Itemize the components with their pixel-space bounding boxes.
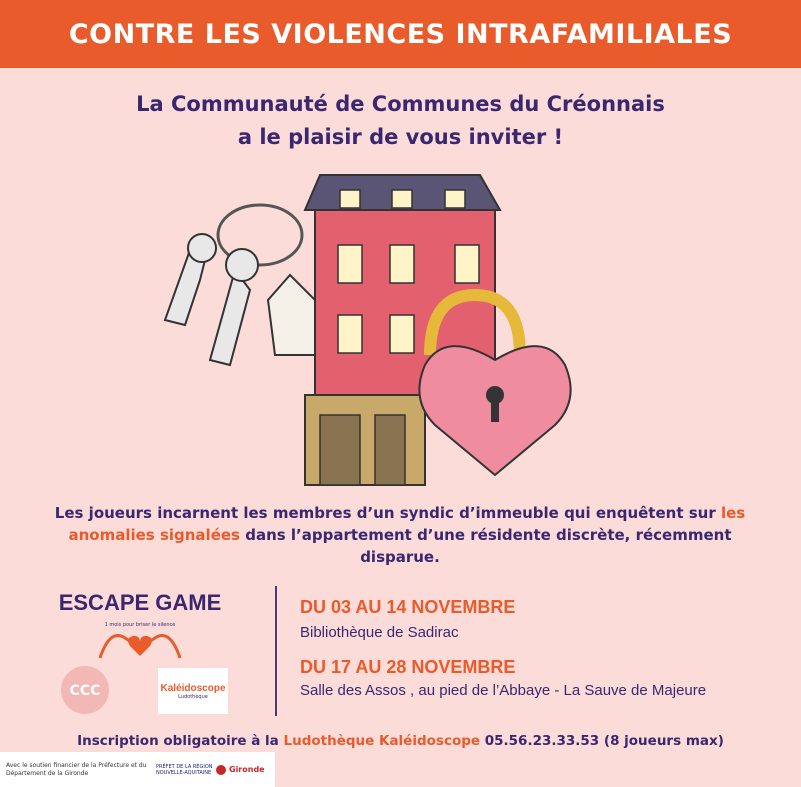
inscription-text-2: 05.56.23.33.53 (8 joueurs max)	[480, 733, 724, 749]
inscription-highlight: Ludothèque Kaléidoscope	[283, 733, 481, 749]
description-text-2: dans l’appartement d’une résidente discrète, récemment disparue.	[239, 526, 732, 566]
event-2-dates: DU 17 AU 28 NOVEMBRE	[300, 657, 516, 677]
house-keys-heart-illustration	[130, 160, 610, 490]
hands-heart-logo	[95, 618, 185, 666]
kaleidoscope-name: Kaléidoscope	[160, 682, 226, 694]
invitation-subtitle	[0, 88, 801, 154]
description-highlight: les anomalies signalées	[68, 504, 746, 544]
header-banner	[0, 0, 801, 68]
escape-game-title: ESCAPE GAME	[58, 590, 222, 615]
event-1-place: Bibliothèque de Sadirac	[300, 624, 459, 641]
game-description	[30, 502, 770, 568]
event-2-place: Salle des Assos , au pied de l’Abbaye - La Sauve de Majeure	[300, 682, 707, 699]
event-1-dates: DU 03 AU 14 NOVEMBRE	[300, 597, 516, 617]
kaleidoscope-logo	[158, 668, 228, 714]
section-divider	[275, 586, 277, 716]
inscription-text-1: Inscription obligatoire à la	[77, 733, 284, 749]
subtitle-line-2: a le plaisir de vous inviter !	[237, 125, 564, 149]
svg-text:CCC: CCC	[69, 683, 101, 699]
inscription-info	[0, 733, 801, 749]
ccc-logo	[60, 665, 110, 715]
gironde-logo	[216, 765, 265, 775]
gironde-text: Gironde	[229, 765, 265, 774]
kaleidoscope-sub: Ludothèque	[178, 693, 208, 700]
hands-logo-text: 1 mois pour briser le silence	[104, 622, 176, 628]
subtitle-line-1: La Communauté de Communes du Créonnais	[136, 92, 665, 116]
gironde-icon	[216, 765, 226, 775]
prefect-logo: PRÉFET DE LA RÉGION NOUVELLE-AQUITAINE	[156, 763, 213, 776]
funding-text: Avec le soutien financier de la Préfecture et du Département de la Gironde	[6, 761, 147, 777]
footer-partners	[0, 752, 275, 787]
description-text-1: Les joueurs incarnent les membres d’un syndic d’immeuble qui enquêtent sur	[54, 504, 721, 522]
banner-title: CONTRE LES VIOLENCES INTRAFAMILIALES	[68, 18, 733, 50]
